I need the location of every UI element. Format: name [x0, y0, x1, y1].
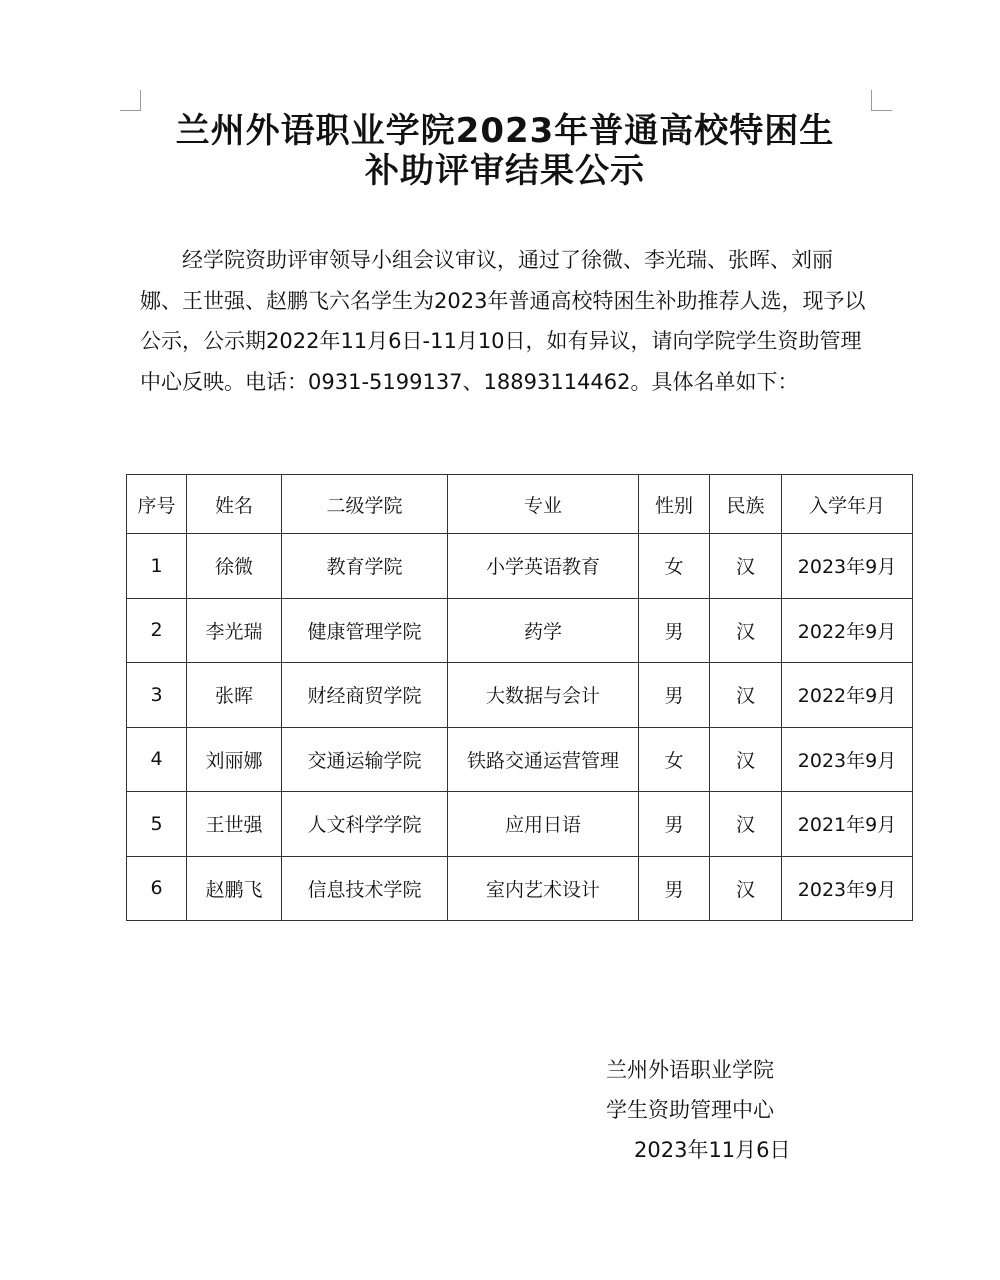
cell-index: 5: [127, 792, 187, 857]
cell-ethnicity: 汉: [710, 792, 782, 857]
cell-college: 交通运输学院: [282, 727, 448, 792]
cell-ethnicity: 汉: [710, 598, 782, 663]
signature-block: [606, 1050, 906, 1170]
cell-enrollment-date: 2023年9月: [782, 856, 913, 921]
cell-enrollment-date: 2023年9月: [782, 727, 913, 792]
table-row: [127, 534, 913, 599]
cell-index: 1: [127, 534, 187, 599]
document-title-line-2: 补助评审结果公示: [365, 151, 645, 191]
table-row: [127, 663, 913, 728]
cell-enrollment-date: 2021年9月: [782, 792, 913, 857]
signature-date: 2023年11月6日: [634, 1138, 791, 1162]
header-ethnicity: 民族: [710, 475, 782, 534]
cell-college: 健康管理学院: [282, 598, 448, 663]
cell-index: 4: [127, 727, 187, 792]
header-major: 专业: [448, 475, 639, 534]
cell-college: 信息技术学院: [282, 856, 448, 921]
cell-gender: 男: [639, 663, 710, 728]
signature-department: 学生资助管理中心: [606, 1098, 774, 1122]
header-enrollment-date: 入学年月: [782, 475, 913, 534]
cell-gender: 女: [639, 534, 710, 599]
cell-major: 药学: [448, 598, 639, 663]
cell-index: 3: [127, 663, 187, 728]
cell-major: 大数据与会计: [448, 663, 639, 728]
cell-college: 财经商贸学院: [282, 663, 448, 728]
cell-college: 人文科学学院: [282, 792, 448, 857]
cell-ethnicity: 汉: [710, 663, 782, 728]
table-row: [127, 856, 913, 921]
cell-gender: 男: [639, 792, 710, 857]
intro-paragraph: 经学院资助评审领导小组会议审议，通过了徐微、李光瑞、张晖、刘丽娜、王世强、赵鹏飞六名学生为2023年普通高校特困生补助推荐人选，现予以公示，公示期2022年11月6日-11月10日，如有异议，请向学院学生资助管理中心反映。电话：0931-5199137、18893114462。具体名单如下：: [140, 248, 866, 394]
table-row: [127, 727, 913, 792]
cell-index: 6: [127, 856, 187, 921]
header-index: 序号: [127, 475, 187, 534]
cell-gender: 女: [639, 727, 710, 792]
cell-gender: 男: [639, 598, 710, 663]
header-name: 姓名: [187, 475, 282, 534]
table-row: [127, 792, 913, 857]
cell-name: 赵鹏飞: [187, 856, 282, 921]
cell-enrollment-date: 2022年9月: [782, 598, 913, 663]
document-title-line-1: 兰州外语职业学院2023年普通高校特困生: [175, 111, 835, 151]
cell-major: 室内艺术设计: [448, 856, 639, 921]
cell-name: 徐微: [187, 534, 282, 599]
cell-enrollment-date: 2023年9月: [782, 534, 913, 599]
cell-name: 李光瑞: [187, 598, 282, 663]
cell-major: 应用日语: [448, 792, 639, 857]
cell-name: 刘丽娜: [187, 727, 282, 792]
table-header-row: [127, 475, 913, 534]
cell-name: 张晖: [187, 663, 282, 728]
header-gender: 性别: [639, 475, 710, 534]
cell-college: 教育学院: [282, 534, 448, 599]
student-roster-table: [126, 474, 913, 921]
cell-ethnicity: 汉: [710, 534, 782, 599]
signature-organization: 兰州外语职业学院: [606, 1058, 774, 1082]
cell-name: 王世强: [187, 792, 282, 857]
cell-ethnicity: 汉: [710, 856, 782, 921]
cell-major: 铁路交通运营管理: [448, 727, 639, 792]
cell-ethnicity: 汉: [710, 727, 782, 792]
cell-enrollment-date: 2022年9月: [782, 663, 913, 728]
table-row: [127, 598, 913, 663]
cell-gender: 男: [639, 856, 710, 921]
header-college: 二级学院: [282, 475, 448, 534]
cell-major: 小学英语教育: [448, 534, 639, 599]
cell-index: 2: [127, 598, 187, 663]
